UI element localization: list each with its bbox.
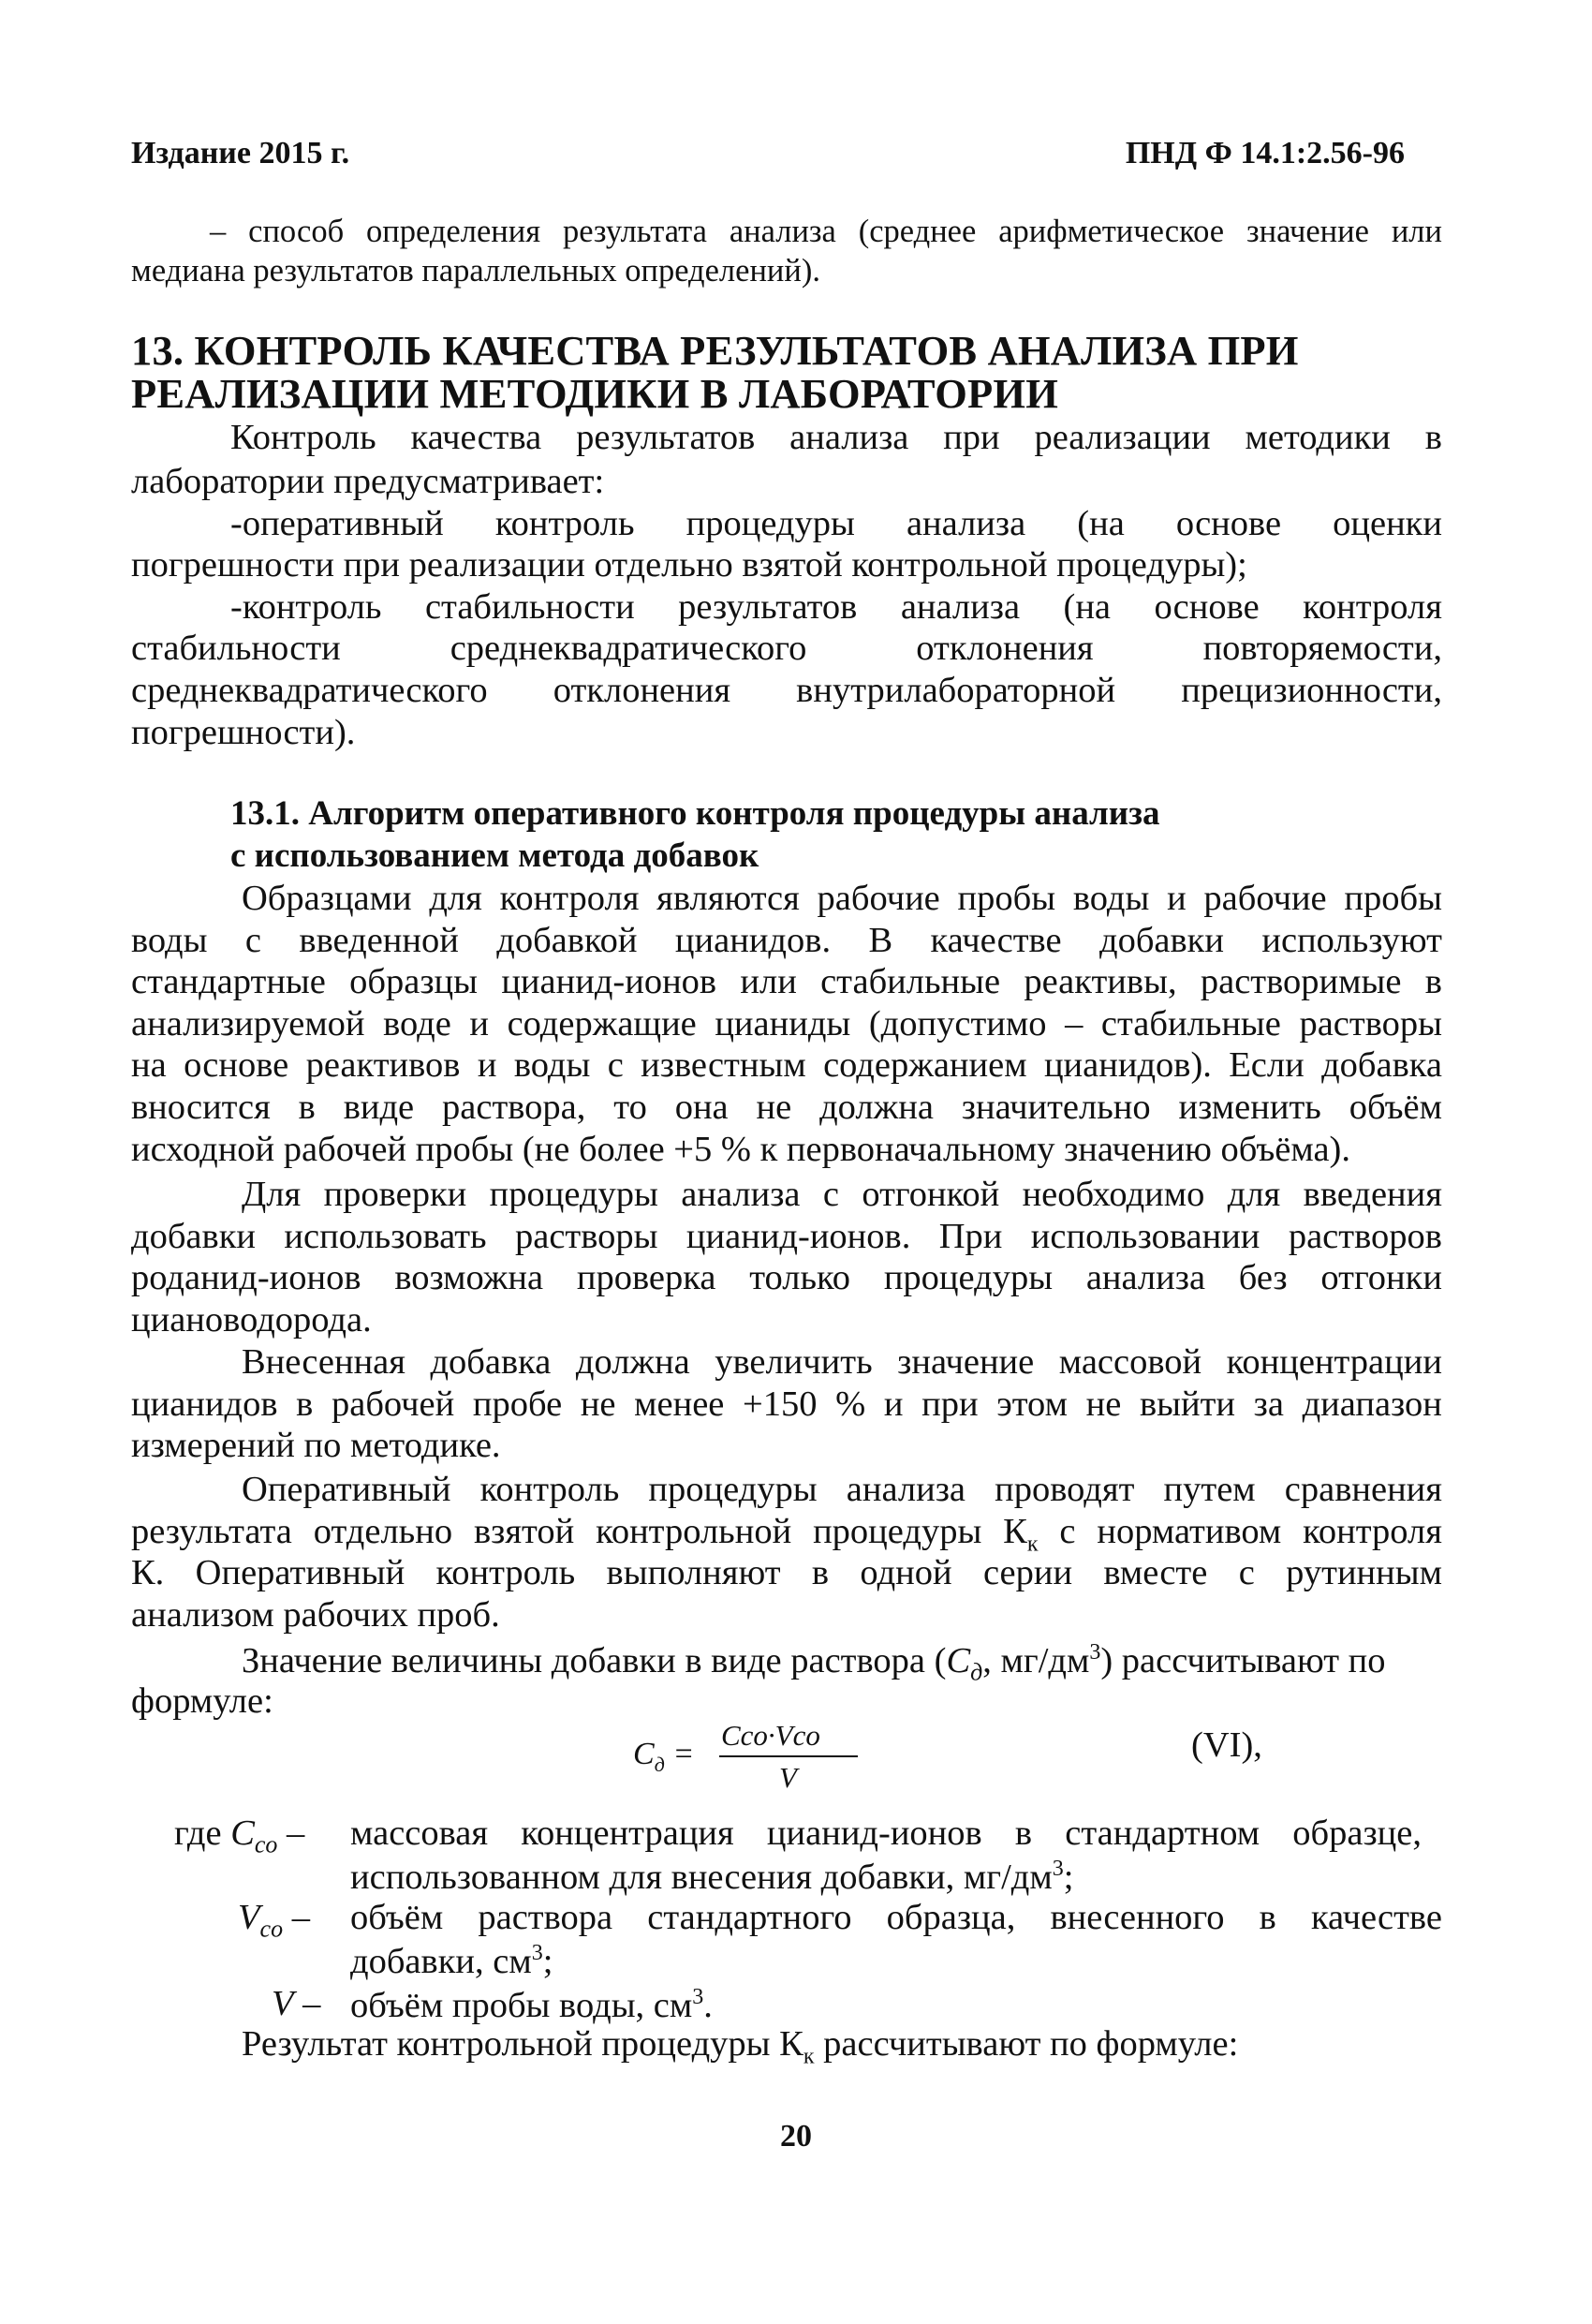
s13-p2-word: -оперативный (230, 504, 444, 543)
formula-denominator: V (779, 1761, 797, 1794)
where-label: где $C_{co}$ – (174, 1813, 305, 1858)
header-edition: Издание 2015 г. (131, 136, 350, 170)
section-13-para-3-line-2 (131, 630, 1442, 667)
paragraph-4-line: анализом рабочих проб. (131, 1594, 500, 1635)
s13-p3-word: среднеквадратического (450, 629, 807, 668)
formula-intro-line-2: формуле: (131, 1681, 273, 1721)
section-13-para-3-line-3 (131, 673, 1442, 709)
s13-p3-word: -контроль (230, 587, 382, 627)
definition-cco-line-1: массовая концентрация цианид-ионов в стандартном образце, (350, 1813, 1422, 1853)
s13-p3-word: прецизионности, (1181, 671, 1442, 710)
section-13-para-2-line-1 (230, 506, 1442, 542)
intro-line-2: медиана результатов параллельных определений). (131, 253, 820, 289)
section-13-title-line-2: РЕАЛИЗАЦИИ МЕТОДИКИ В ЛАБОРАТОРИИ (131, 370, 1059, 417)
formula-intro-line-1: Значение величины добавки в виде раствора ($C_д$, $мг/дм^3$) рассчитывают по (242, 1640, 1386, 1686)
paragraph-1-line: Образцами для контроля являются рабочие пробы воды и рабочие пробы (242, 879, 1442, 918)
intro-word: (среднее (858, 214, 977, 249)
formula-number: (VI), (1191, 1725, 1262, 1765)
paragraph-1-line: исходной рабочей пробы (не более +5 % к первоначальному значению объёма). (131, 1129, 1351, 1169)
s13-p3-word: внутрилабораторной (796, 671, 1116, 710)
symbol-vco: $V_{co}$ – (238, 1898, 310, 1943)
section-13-title-line-1: 13. КОНТРОЛЬ КАЧЕСТВА РЕЗУЛЬТАТОВ АНАЛИЗА ПРИ (131, 327, 1299, 374)
s13-p3-word: повторяемости, (1202, 629, 1442, 668)
formula-fraction-bar (719, 1755, 858, 1757)
intro-word: значение (1246, 214, 1369, 249)
s13-p3-word: отклонения (553, 671, 731, 710)
symbol-v: V – (272, 1984, 321, 2023)
s13-p1-word: качества (410, 418, 542, 457)
s13-p3-word: отклонения (916, 629, 1094, 668)
paragraph-1-line: стандартные образцы цианид-ионов или стабильные реактивы, растворимые в (131, 962, 1442, 1002)
formula-numerator: Cco·Vco (721, 1719, 820, 1752)
s13-p3-word: результатов (678, 587, 858, 627)
paragraph-4-line: К. Оперативный контроль выполняют в одной серии вместе с рутинным (131, 1553, 1442, 1593)
paragraph-3-line: Внесенная добавка должна увеличить значение массовой концентрации (242, 1342, 1442, 1382)
s13-p1-word: Контроль (230, 418, 376, 457)
paragraph-3-line: измерений по методике. (131, 1426, 501, 1466)
intro-word: определения (366, 214, 541, 249)
paragraph-1-line: на основе реактивов и воды с известным содержанием цианидов). Если добавка (131, 1045, 1442, 1086)
paragraph-2-line: роданид-ионов возможна проверка только процедуры анализа без отгонки (131, 1258, 1442, 1298)
paragraph-2-line: Для проверки процедуры анализа с отгонкой необходимо для введения (242, 1175, 1442, 1214)
s13-p1-word: в (1424, 418, 1442, 457)
section-13-para-1-line-1 (230, 420, 1442, 456)
intro-word: результата (562, 214, 707, 249)
s13-p1-word: при (943, 418, 1000, 457)
section-13-para-2-line-2: погрешности при реализации отдельно взятой контрольной процедуры); (131, 545, 1247, 585)
s13-p2-word: анализа (906, 504, 1026, 543)
s13-p2-word: (на (1077, 504, 1125, 543)
intro-word: анализа (729, 214, 836, 249)
intro-word: арифметическое (998, 214, 1225, 249)
definition-vco-line-2: добавки, $см^3$; (350, 1941, 553, 1981)
section-13-1-title-line-1: 13.1. Алгоритм оперативного контроля процедуры анализа (230, 794, 1160, 833)
definition-cco-line-2: использованном для внесения добавки, $мг/дм^3$; (350, 1857, 1074, 1897)
paragraph-4-line: результата отдельно взятой контрольной процедуры $К_к$ с нормативом контроля (131, 1511, 1442, 1557)
header-document-code: ПНД Ф 14.1:2.56-96 (1125, 136, 1405, 170)
paragraph-3-line: цианидов в рабочей пробе не менее +150 % и при этом не выйти за диапазон (131, 1384, 1442, 1424)
paragraph-1-line: вносится в виде раствора, то она не должна значительно изменить объём (131, 1088, 1442, 1127)
s13-p3-word: стабильности (131, 629, 341, 668)
intro-word: способ (248, 214, 345, 249)
section-13-para-3-line-1 (230, 589, 1442, 626)
s13-p3-word: основе (1154, 587, 1260, 627)
definition-v: объём пробы воды, $см^3$. (350, 1985, 713, 2025)
s13-p3-word: (на (1063, 587, 1112, 627)
s13-p2-word: оценки (1333, 504, 1442, 543)
s13-p3-word: стабильности (424, 587, 635, 627)
section-13-1-title-line-2: с использованием метода добавок (230, 836, 759, 875)
intro-line-1 (210, 215, 1442, 248)
paragraph-2-line: циановодорода. (131, 1299, 372, 1340)
s13-p3-word: среднеквадратического (131, 671, 488, 710)
s13-p2-word: контроль (494, 504, 635, 543)
paragraph-1-line: анализируемой воде и содержащие цианиды (допустимо – стабильные растворы (131, 1003, 1442, 1044)
s13-p1-word: методики (1245, 418, 1391, 457)
section-13-para-1-line-2: лаборатории предусматривает: (131, 462, 605, 501)
intro-word: – (210, 214, 227, 249)
s13-p2-word: основе (1175, 504, 1282, 543)
result-formula-intro: Результат контрольной процедуры $К_к$ рассчитывают по формуле: (242, 2024, 1239, 2069)
section-13-para-3-line-4: погрешности). (131, 713, 356, 752)
formula-lhs: $C_д$ = (633, 1737, 695, 1776)
intro-word: или (1391, 214, 1442, 249)
s13-p1-word: анализа (789, 418, 909, 457)
paragraph-4-line: Оперативный контроль процедуры анализа проводят путем сравнения (242, 1470, 1442, 1509)
s13-p1-word: реализации (1034, 418, 1211, 457)
paragraph-1-line: воды с введенной добавкой цианидов. В качестве добавки используют (131, 920, 1442, 960)
definition-vco-line-1: объём раствора стандартного образца, внесенного в качестве (350, 1898, 1442, 1937)
s13-p1-word: результатов (576, 418, 756, 457)
page-number: 20 (780, 2119, 812, 2154)
paragraph-2-line: добавки использовать растворы цианид-ионов. При использовании растворов (131, 1216, 1442, 1256)
s13-p3-word: анализа (900, 587, 1021, 627)
s13-p2-word: процедуры (685, 504, 855, 543)
s13-p3-word: контроля (1303, 587, 1442, 627)
